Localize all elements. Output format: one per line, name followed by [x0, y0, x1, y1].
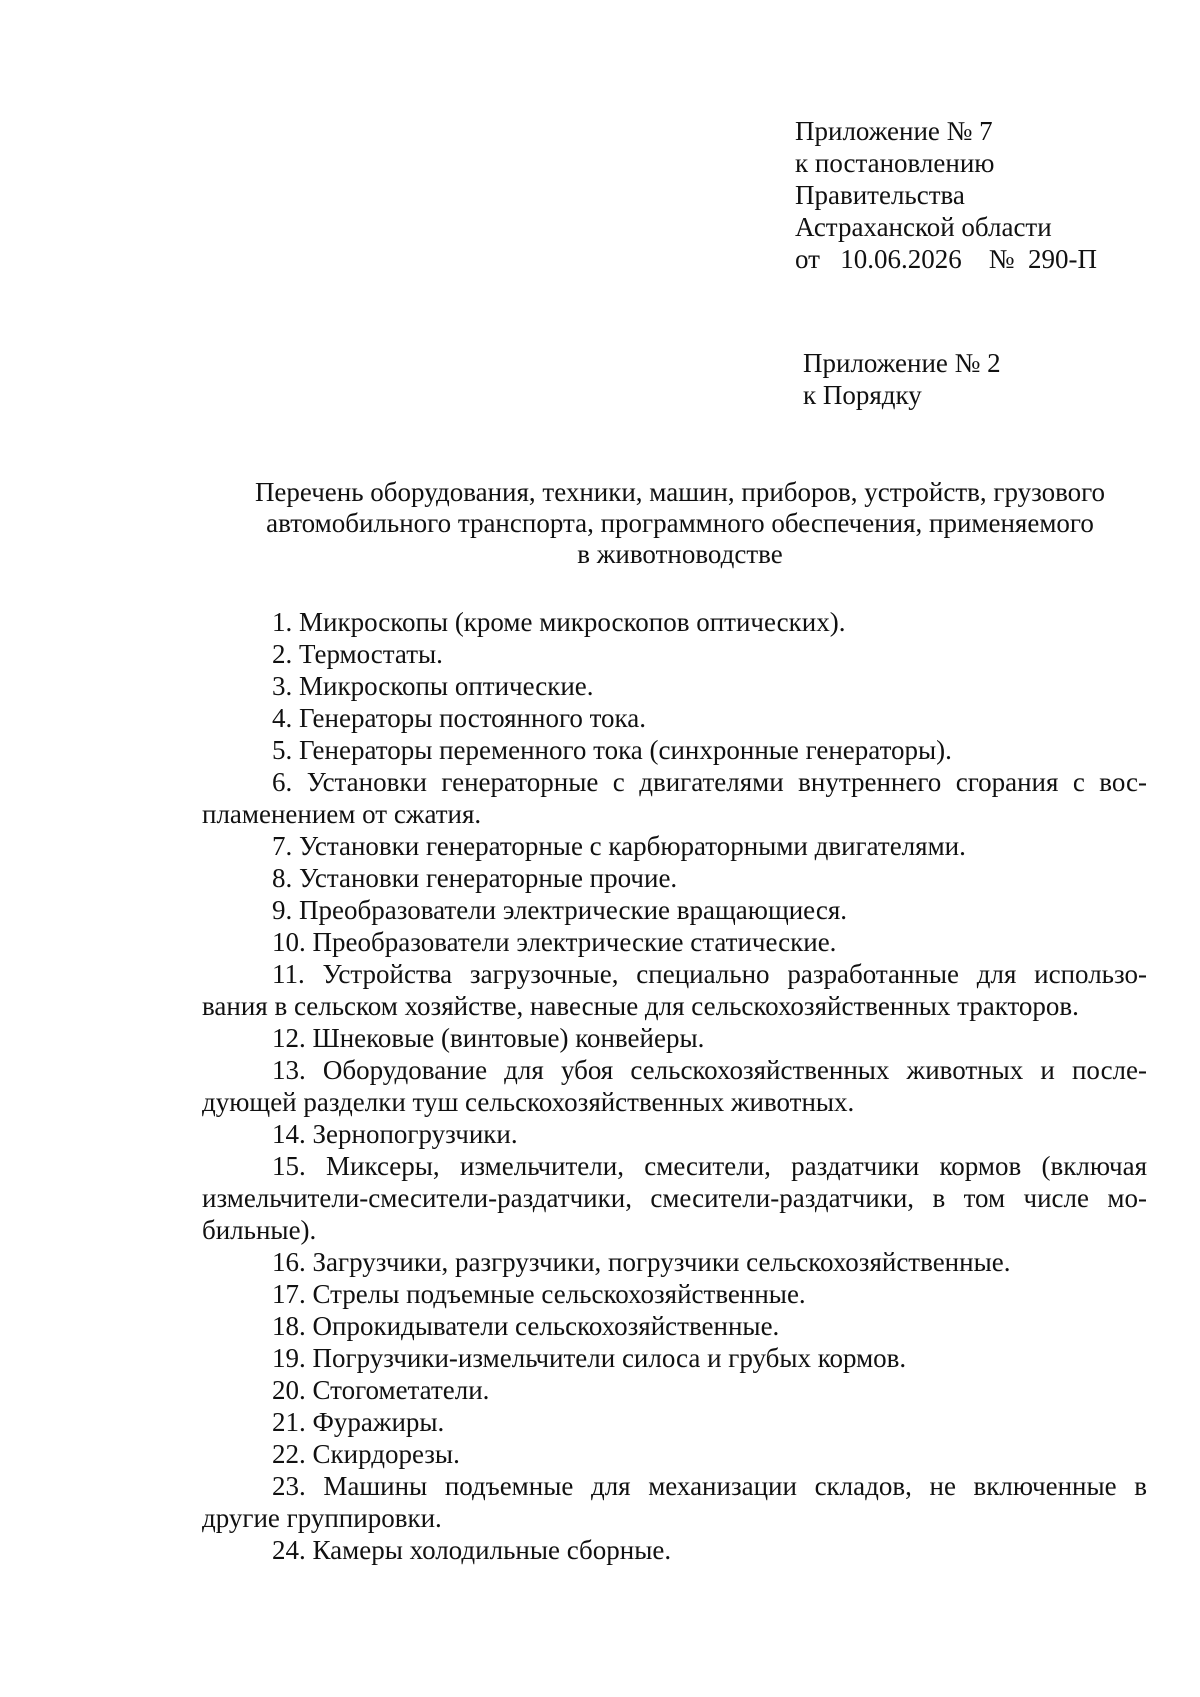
- appendix-2-header: [803, 347, 1001, 411]
- list-item-line: 14. Зернопогрузчики.: [272, 1119, 518, 1149]
- list-item: [202, 1022, 1147, 1054]
- list-item: [202, 1246, 1147, 1278]
- list-item: [202, 958, 1147, 1022]
- appendix-7-region: Астраханской области: [795, 212, 1052, 242]
- list-item-line: 5. Генераторы переменного тока (синхронные генераторы).: [272, 735, 952, 765]
- document-title: [200, 477, 1160, 570]
- appendix-7-resolution-ref: к постановлению: [795, 148, 995, 178]
- list-item-line: 9. Преобразователи электрические вращающиеся.: [272, 895, 847, 925]
- list-item-line: 12. Шнековые (винтовые) конвейеры.: [272, 1023, 705, 1053]
- date-prefix: от: [795, 244, 820, 274]
- list-item-line: 4. Генераторы постоянного тока.: [272, 703, 646, 733]
- list-item-line: 1. Микроскопы (кроме микроскопов оптических).: [272, 607, 846, 637]
- list-item-line: 18. Опрокидыватели сельскохозяйственные.: [272, 1311, 780, 1341]
- equipment-list: [202, 606, 1147, 1566]
- list-item-line: 10. Преобразователи электрические статические.: [272, 927, 837, 957]
- list-item: [202, 702, 1147, 734]
- list-item-line: 16. Загрузчики, разгрузчики, погрузчики сельскохозяйственные.: [272, 1247, 1011, 1277]
- appendix-2-procedure-ref: к Порядку: [803, 380, 922, 410]
- resolution-date: 10.06.2026: [840, 244, 962, 274]
- list-item-line: 22. Скирдорезы.: [272, 1439, 460, 1469]
- resolution-number: 290-П: [1027, 244, 1097, 274]
- list-item-line: бильные).: [202, 1215, 317, 1245]
- appendix-7-government: Правительства: [795, 180, 965, 210]
- list-item-line: 13. Оборудование для убоя сельскохозяйственных животных и после-: [272, 1055, 1147, 1085]
- list-item-line: пламенением от сжатия.: [202, 799, 482, 829]
- title-line-2: автомобильного транспорта, программного обеспечения, применяемого: [266, 508, 1094, 538]
- list-item-line: 24. Камеры холодильные сборные.: [272, 1535, 672, 1565]
- list-item-line: 2. Термостаты.: [272, 639, 443, 669]
- list-item: [202, 862, 1147, 894]
- list-item: [202, 1342, 1147, 1374]
- list-item-line: 8. Установки генераторные прочие.: [272, 863, 678, 893]
- list-item: [202, 926, 1147, 958]
- appendix-2-title: Приложение № 2: [803, 348, 1001, 378]
- list-item: [202, 1470, 1147, 1534]
- appendix-7-date-number: [795, 243, 1097, 275]
- list-item: [202, 1438, 1147, 1470]
- list-item: [202, 1534, 1147, 1566]
- list-item-line: дующей разделки туш сельскохозяйственных животных.: [202, 1087, 855, 1117]
- list-item-line: вания в сельском хозяйстве, навесные для сельскохозяйственных тракторов.: [202, 991, 1079, 1021]
- list-item: [202, 670, 1147, 702]
- list-item-line: 20. Стогометатели.: [272, 1375, 490, 1405]
- title-line-1: Перечень оборудования, техники, машин, приборов, устройств, грузового: [254, 477, 1106, 507]
- list-item-line: 3. Микроскопы оптические.: [272, 671, 594, 701]
- list-item: [202, 1406, 1147, 1438]
- list-item-line: 21. Фуражиры.: [272, 1407, 445, 1437]
- list-item: [202, 1374, 1147, 1406]
- list-item: [202, 830, 1147, 862]
- list-item: [202, 1278, 1147, 1310]
- number-sign: №: [988, 244, 1015, 274]
- list-item: [202, 734, 1147, 766]
- list-item: [202, 638, 1147, 670]
- title-line-3: в животноводстве: [577, 539, 783, 569]
- list-item: [202, 1150, 1147, 1246]
- list-item-line: 17. Стрелы подъемные сельскохозяйственные.: [272, 1279, 806, 1309]
- list-item: [202, 1054, 1147, 1118]
- list-item-line: 23. Машины подъемные для механизации складов, не включенные в: [272, 1471, 1147, 1501]
- list-item-line: 15. Миксеры, измельчители, смесители, раздатчики кормов (включая: [272, 1151, 1147, 1181]
- list-item: [202, 766, 1147, 830]
- appendix-7-header: [795, 115, 1097, 275]
- list-item: [202, 894, 1147, 926]
- list-item-line: 19. Погрузчики-измельчители силоса и грубых кормов.: [272, 1343, 907, 1373]
- list-item: [202, 1118, 1147, 1150]
- list-item-line: 11. Устройства загрузочные, специально разработанные для использо-: [272, 959, 1147, 989]
- appendix-7-title: Приложение № 7: [795, 116, 993, 146]
- list-item: [202, 1310, 1147, 1342]
- list-item-line: измельчители-смесители-раздатчики, смесители-раздатчики, в том числе мо-: [202, 1183, 1147, 1213]
- list-item: [202, 606, 1147, 638]
- list-item-line: 7. Установки генераторные с карбюраторными двигателями.: [272, 831, 966, 861]
- list-item-line: 6. Установки генераторные с двигателями внутреннего сгорания с вос-: [272, 767, 1147, 797]
- list-item-line: другие группировки.: [202, 1503, 442, 1533]
